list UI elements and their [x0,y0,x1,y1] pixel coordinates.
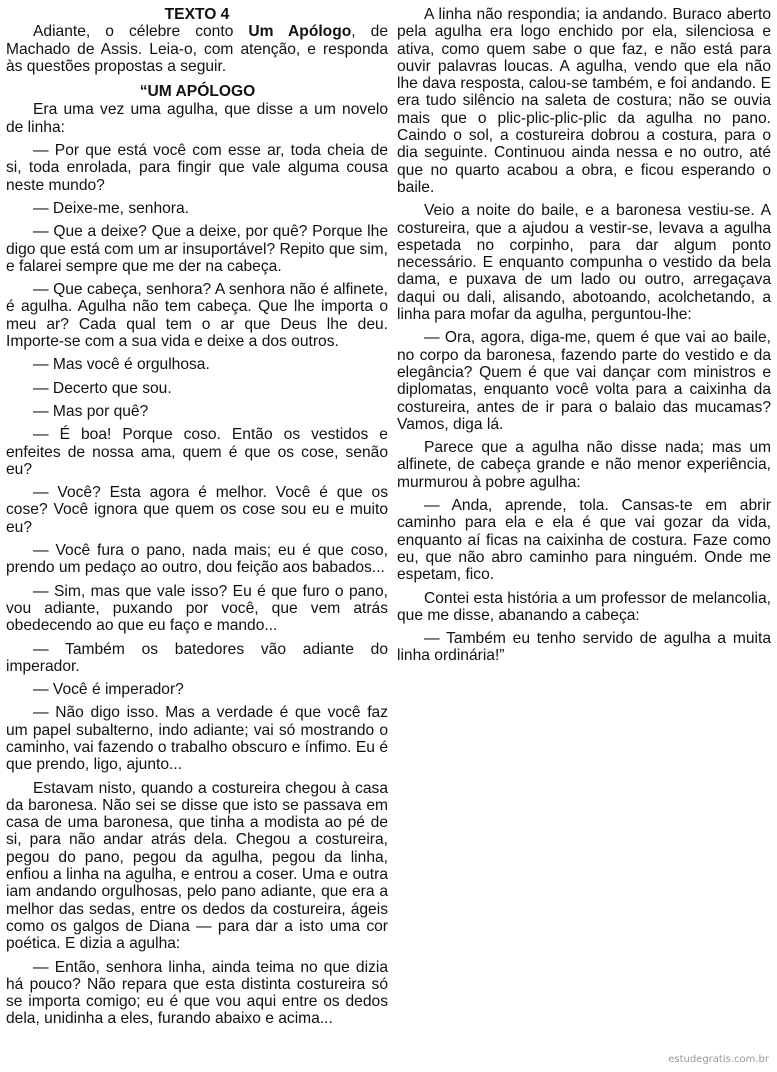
story-paragraph: — É boa! Porque coso. Então os vestidos e enfeites de nossa ama, quem é que os cose, senão eu? [6,426,388,478]
intro-before: Adiante, o célebre conto [33,23,249,41]
story-paragraph: — Que a deixe? Que a deixe, por quê? Porque lhe digo que está com um ar insuportável? Repito que sim, e falarei sempre que me der na cabeça. [6,223,388,275]
story-paragraph: — Decerto que sou. [33,379,172,397]
story-paragraph: — Você é imperador? [33,681,184,699]
story-paragraph: — Deixe-me, senhora. [33,199,189,217]
story-paragraph: Veio a noite do baile, e a baronesa vestiu-se. A costureira, que a ajudou a vestir-se, levava a agulha espetada no corpinho, para dar algum ponto necessário. E enquanto compunha o vestido da bela dama, e puxava de um lado ou outro, arregaçava daqui ou dali, alisando, abotoando, acolchetando, a linha para mofar da agulha, perguntou-lhe: [397,202,771,324]
story-paragraph: — Sim, mas que vale isso? Eu é que furo o pano, vou adiante, puxando por você, que vem atrás obedecendo ao que eu faço e mando... [6,582,388,635]
story-paragraph: — Que cabeça, senhora? A senhora não é alfinete, é agulha. Agulha não tem cabeça. Que lhe importa o meu ar? Cada qual tem o ar que Deus lhe deu. Importe-se com a sua vida e deixe a dos outros. [6,281,388,351]
story-paragraph: — Você fura o pano, nada mais; eu é que coso, prendo um pedaço ao outro, dou feição aos babados... [6,542,388,577]
site-watermark: estudegratis.com.br [668,1054,769,1065]
story-paragraph: — Não digo isso. Mas a verdade é que você faz um papel subalterno, indo adiante; vai só mostrando o caminho, vai fazendo o trabalho obscuro e ínfimo. Eu é que prendo, ligo, ajunto... [6,704,388,774]
story-paragraph: — Ora, agora, diga-me, quem é que vai ao baile, no corpo da baronesa, fazendo parte do vestido e da elegância? Quem é que vai dançar com ministros e diplomatas, enquanto você volta para a caixinha da costureira, antes de ir para o balaio das mucamas? Vamos, diga lá. [397,329,771,433]
story-paragraph: — Por que está você com esse ar, toda cheia de si, toda enrolada, para fingir que vale alguma cousa neste mundo? [6,142,388,194]
story-title: “UM APÓLOGO [139,83,256,101]
intro-bold-title: Um Apólogo [248,23,352,41]
story-paragraph: — Também os batedores vão adiante do imperador. [6,640,388,675]
story-paragraph: — Você? Esta agora é melhor. Você é que os cose? Você ignora que quem os cose sou eu e muito eu? [6,484,388,536]
right-column [397,6,771,671]
story-paragraph: Estavam nisto, quando a costureira chegou à casa da baronesa. Não sei se disse que isto se passava em casa de uma baronesa, que tinha a modista ao pé de si, para não andar atrás dela. Chegou a costureira, pegou do pano, pegou da agulha, pegou da linha, enfiou a linha na agulha, e entrou a coser. Uma e outra iam andando orgulhosas, pelo pano adiante, que era a melhor das sedas, entre os dedos da costureira, ágeis como os galgos de Diana — para dar a isto uma cor poética. E dizia a agulha: [6,779,388,953]
left-column [6,6,388,1034]
story-paragraph: A linha não respondia; ia andando. Buraco aberto pela agulha era logo enchido por ela, silenciosa e ativa, como quem sabe o que faz, e não está para ouvir palavras loucas. A agulha, vendo que ela não lhe dava resposta, calou-se também, e foi andando. E era tudo silêncio na saleta de costura; não se ouvia mais que o plic-plic-plic-plic da agulha no pano. Caindo o sol, a costureira dobrou a costura, para o dia seguinte. Continuou ainda nessa e no outro, até que no quarto acabou a obra, e ficou esperando o baile. [397,6,771,196]
story-paragraph: Contei esta história a um professor de melancolia, que me disse, abanando a cabeça: [397,589,771,624]
story-paragraph: — Mas por quê? [33,402,149,420]
story-paragraph: Parece que a agulha não disse nada; mas um alfinete, de cabeça grande e não menor experiência, murmurou à pobre agulha: [397,439,771,491]
intro-after: , de Machado de Assis. Leia-o, com atenção, e responda às questões propostas a seguir. [6,23,388,75]
story-paragraph: — Também eu tenho servido de agulha a muita linha ordinária!” [397,630,771,665]
story-paragraph: — Então, senhora linha, ainda teima no que dizia há pouco? Não repara que esta distinta costureira só se importa comigo; eu é que vou aqui entre os dedos dela, unidinha a eles, furando abaixo e acima... [6,958,388,1028]
intro-paragraph [6,23,388,75]
story-paragraph: — Anda, aprende, tola. Cansas-te em abrir caminho para ela e ela é que vai gozar da vida, enquanto aí ficas na caixinha de costura. Faze como eu, que não abro caminho para ninguém. Onde me espetam, fico. [397,497,771,584]
text-label: TEXTO 4 [164,6,230,23]
story-paragraph: — Mas você é orgulhosa. [33,356,210,374]
story-paragraph: Era uma vez uma agulha, que disse a um novelo de linha: [6,101,388,136]
